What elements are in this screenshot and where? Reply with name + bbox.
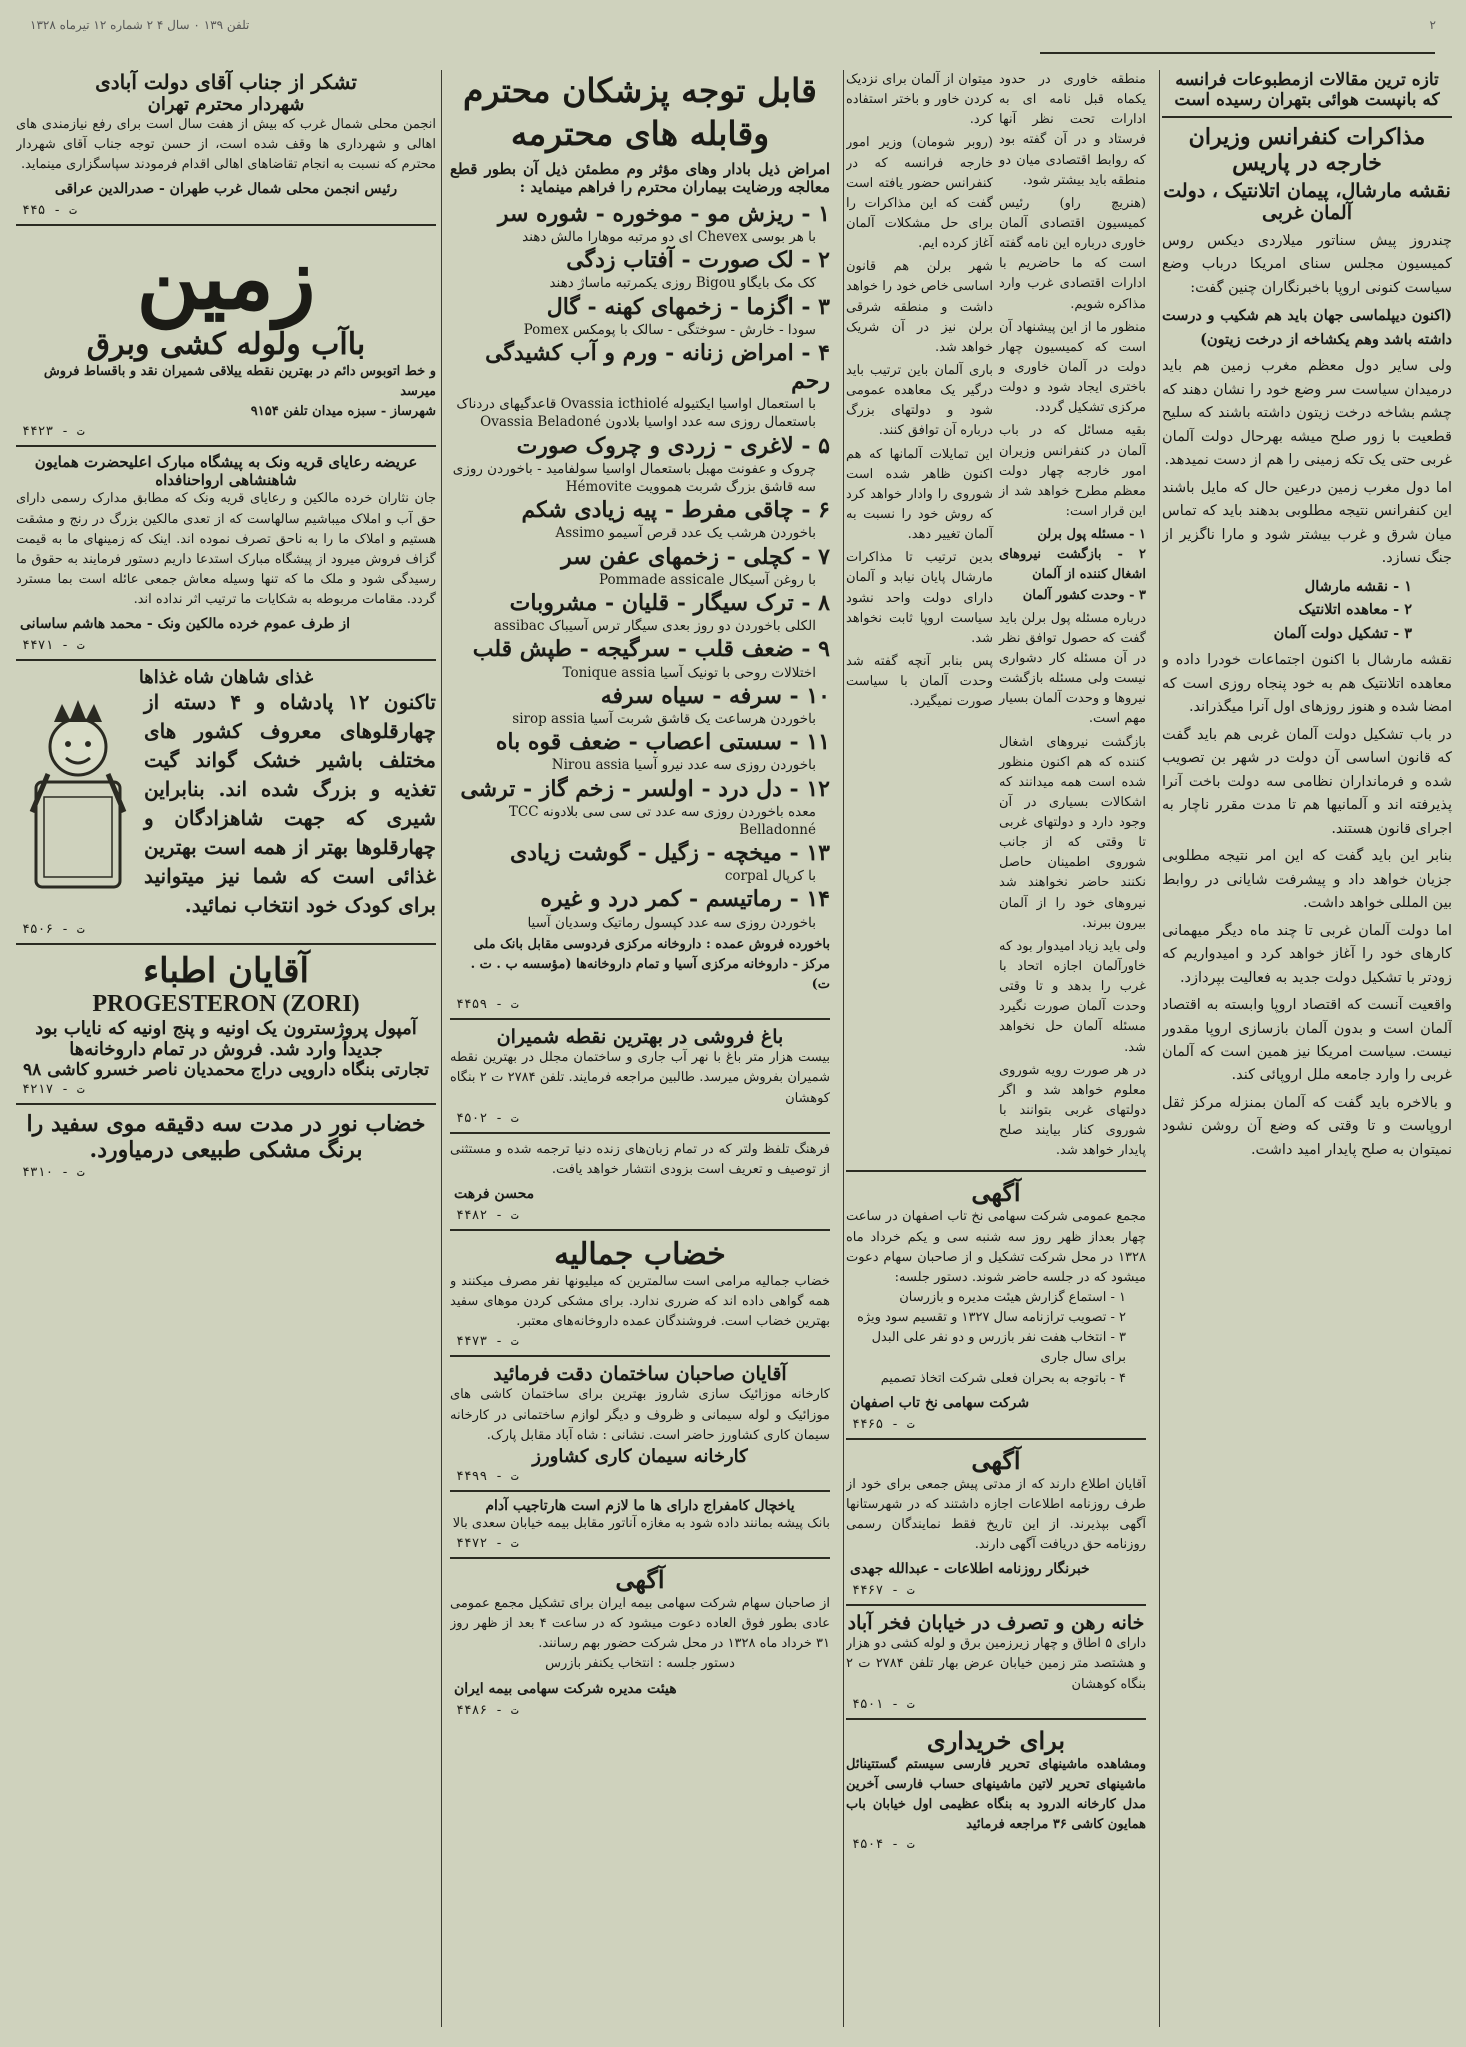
divider bbox=[450, 1490, 830, 1492]
list-item: ١ - نقشه مارشال bbox=[1304, 577, 1412, 595]
ad-reference: ۴۵۰۲ - ت bbox=[456, 1110, 519, 1126]
remedy-item bbox=[450, 775, 830, 840]
remedy-head: ١٢ - دل درد - اولسر - زخم گاز - ترشی bbox=[460, 775, 830, 802]
ad-title: غذای شاهان شاه غذاها bbox=[138, 667, 314, 689]
ad-title: خانه رهن و تصرف در خیابان فخر آباد bbox=[847, 1612, 1145, 1635]
ad-text: مجمع عمومی شرکت سهامی نخ تاب اصفهان در ساعت چهار بعداز ظهر روز سه شنبه سی و یکم خرداد ماه ۱۳۲۸ در محل شرکت تشکیل و از صاحبان سهام دعوت میشود که در جلسه حاضر شوند. دستور جلسه: bbox=[846, 1209, 1146, 1285]
ad-text: ومشاهده ماشینهای تحریر فارسی سیستم گستتینائل ماشینهای تحریر لاتین ماشینهای حساب فارسی آخرین مدل کارخانه الدرود به بنگاه عظیمی اول خیابان باب همایون کاشی ۳۶ مراجعه فرمائید bbox=[846, 1756, 1146, 1833]
remedy-item bbox=[450, 246, 830, 292]
ad-text: بانک پیشه بمانند داده شود به مغازه آناتور مقابل بیمه خیابان سعدی بالا bbox=[452, 1515, 830, 1531]
remedy-sub: الکلی باخوردن دو روز بعدی سیگار ترس آسیباک assibac bbox=[493, 618, 816, 635]
header-strip bbox=[30, 18, 1436, 32]
ad-reference: ۴۴۶۵ - ت bbox=[852, 1416, 915, 1432]
paragraph: در باب تشکیل دولت آلمان غربی هم باید گفت که قانون اساسی آن دولت در شهر بن تصویب شده و فرمانداران نظامی سه دولت باخت آنرا پذیرفته اند و آلمانیها هم تا مدت مقرر ناچار به اجرای قانون هستند. bbox=[1162, 726, 1452, 837]
ad-reference: ۴۴۷۱ - ت bbox=[22, 638, 85, 654]
page-number: ۲ bbox=[1429, 18, 1436, 32]
agenda-item: ٢ - تصویب ترازنامه سال ۱۳۲۷ و تقسیم سود ویژه bbox=[857, 1310, 1126, 1326]
milk-tin-king-icon bbox=[18, 692, 138, 892]
headline: مذاکرات کنفرانس وزیران خارجه در پاریس bbox=[1188, 124, 1426, 176]
remedy-head: ١٣ - میخچه - زگیل - گوشت زیادی bbox=[509, 840, 830, 867]
remedy-item bbox=[450, 589, 830, 635]
ad-text: آمپول پروژسترون یک اونیه و پنج اونیه که نایاب بود جدیداً وارد شد. فروش در تمام داروخانه‌ها bbox=[35, 1018, 417, 1061]
ad-text: تاکنون ١٢ پادشاه و ۴ دسته از چهارقلوهای معروف کشور های مختلف باشیر خشک گواند گیت تغذیه و بزرگ شده اند. بنابراین شیری که جهت شاهزادگان و چهارقلوها بهتر از همه است بهترین غذائی است که شما نیز میتوانید برای کودک خود انتخاب نمائید. bbox=[144, 690, 436, 918]
paragraph: ١ - مسئله پول برلن bbox=[1037, 527, 1146, 543]
divider bbox=[16, 1103, 436, 1105]
remedy-sub: با روغن آسیکال Pommade assicale bbox=[598, 571, 816, 588]
ad-signature: محسن فرهت bbox=[454, 1185, 535, 1202]
paragraph: باری آلمان باین ترتیب باید درگیر یک معاهده عمومی شود و دولتهای بزرگ درباره آن توافق کنند. bbox=[846, 362, 993, 439]
remedy-head: ۶ - چاقی مفرط - پیه زیادی شکم bbox=[521, 497, 830, 524]
article-body bbox=[1162, 230, 1452, 1162]
paragraph: ولی سایر دول معظم مغرب زمین هم باید درمیدان سیاست سر وضع خود را نشان دهند که چشم بشاخه درخت زیتون داشته باشند که سلیح قطعیت با زور صلح میشه بهرحال دولت آلمان غربی حتی یک تکه زمینی را هم از دست نمیدهد. bbox=[1162, 358, 1452, 469]
article-subcolumn bbox=[846, 70, 993, 1164]
divider bbox=[846, 1170, 1146, 1172]
subheadline: نقشه مارشال، پیمان اتلانتیک ، دولت آلمان غربی bbox=[1163, 180, 1451, 224]
agenda-item: ۴ - باتوجه به بحران فعلی شرکت اتخاذ تصمیم bbox=[880, 1370, 1126, 1386]
ad-title: آقایان اطباء bbox=[143, 951, 309, 992]
remedy-item bbox=[450, 496, 830, 542]
remedy-sub: معده باخوردن روزی سه عدد تی سی سی بلادونه TCC Belladonné bbox=[508, 803, 816, 838]
remedy-head: ١٠ - سرفه - سیاه سرفه bbox=[600, 682, 830, 709]
ad-text: کارخانه موزائیک سازی شاروز بهترین برای ساختمان کاشی های موزائیک و لوله سیمانی و ظروف و دیگر لوازم ساختمانی در کارخانه سیمان کاری کشاورز حاضر است. نشانی : شاه آباد مقابل پارک. bbox=[450, 1387, 830, 1443]
remedy-list bbox=[450, 200, 830, 932]
petition-signature: از طرف عموم خرده مالکین ونک - محمد هاشم ساسانی bbox=[20, 616, 351, 633]
column-medical-ads bbox=[450, 70, 830, 2027]
ad-title: آگهی bbox=[971, 1445, 1021, 1475]
ad-reference: ۴۴۲۳ - ت bbox=[22, 424, 85, 440]
column-news bbox=[1162, 70, 1452, 2027]
remedy-sub: باخوردن هرساعت یک قاشق شربت آسیا sirop assia bbox=[512, 710, 816, 727]
issue-info: تلفن ١٣٩ ۰ سال ۴ ۲ شماره ۱۲ تیرماه ۱۳۲۸ bbox=[30, 18, 250, 32]
list-item: ٢ - معاهده اتلانتیک bbox=[1298, 601, 1412, 619]
remedy-item bbox=[450, 543, 830, 589]
paragraph: پس بنابر آنچه گفته شد وحدت آلمان با سیاست صورت نمیگیرد. bbox=[846, 653, 993, 710]
ad-reference: ۴۴۹۹ - ت bbox=[456, 1468, 519, 1484]
divider bbox=[450, 1132, 830, 1134]
remedy-head: ١١ - سستی اعصاب - ضعف قوه باه bbox=[495, 729, 830, 756]
ad-headline: قابل توجه پزشکان محترم bbox=[463, 71, 817, 110]
paragraph: بدین ترتیب تا مذاکرات مارشال پایان نیابد و آلمان دارای دولت واحد نشود سیاست اروپا ثابت نخواهد شد. bbox=[846, 550, 993, 646]
petition-text: جان نثاران خرده مالکین و رعایای قریه ونک که مطابق مدارک رسمی دارای حق آب و املاک میباشیم سالهاست که از تعدی مالکین بزرگ در رنج و مشقت هستیم و املاک ما را به ناحق تصرف نموده اند. اینک که زمینهای ما به قیمت گزاف فروش میرود از پیشگاه مبارک استدعا داریم دستور فرمایند به حقوق ما رسیدگی شود و ملک ما که تنها وسیله معاش جمعی عائله است بما مسترد گردد. مقامات مربوطه به شکایات ما ترتیب اثر نداده اند. bbox=[16, 491, 436, 608]
list-item: ٣ - تشکیل دولت آلمان bbox=[1273, 624, 1412, 642]
remedy-head: ١ - ریزش مو - موخوره - شوره سر bbox=[497, 200, 830, 227]
paragraph: اما دولت آلمان غربی تا چند ماه دیگر میهمانی کارهای خود را آغاز خواهد کرد و امیدواریم که زودتر با تشکیل دولت جدید به فعالیت بپردازد. bbox=[1162, 922, 1452, 986]
ad-title: تشکر از جناب آقای دولت آبادی bbox=[95, 70, 357, 94]
paragraph: (روبر شومان) وزیر امور خارجه فرانسه که در کنفرانس حضور یافته است گفت که این مذاکرات را برای حل مشکلات آلمان آغاز کرده ایم. bbox=[846, 135, 993, 252]
remedy-item bbox=[450, 293, 830, 339]
land-subheadline: باآب ولوله کشی وبرق bbox=[86, 327, 366, 363]
ad-headline: وقابله های محترمه bbox=[510, 113, 770, 153]
article-subcolumn bbox=[999, 70, 1146, 1164]
ad-reference: ۴۴۸۶ - ت bbox=[456, 1702, 519, 1718]
petition-title: عریضه رعایای قریه ونک به پیشگاه مبارک اعلیحضرت همایون شاهنشاهی ارواحنافداه bbox=[34, 453, 418, 490]
divider bbox=[16, 224, 436, 226]
ad-reference: ۴۴۷۳ - ت bbox=[456, 1334, 519, 1350]
remedy-item bbox=[450, 339, 830, 432]
ad-title: آگهی bbox=[971, 1178, 1021, 1208]
paragraph: واقعیت آنست که اقتصاد اروپا وابسته به اقتصاد آلمان است و بدون آلمان بازسازی اروپا مقدور نیست. سیاست امریکا نیز همین است که آلمان غربی را وارد جامعه ملل اروپائی کند. bbox=[1162, 997, 1452, 1084]
paragraph: (هنریچ راو) رئیس کمیسیون اقتصادی آلمان خاوری درباره این نامه گفته است که ما حاضریم با ادارات اقتصادی غرب وارد مذاکره شویم. bbox=[999, 195, 1146, 312]
remedy-head: ٨ - ترک سیگار - قلیان - مشروبات bbox=[509, 590, 830, 616]
ad-contact: شهرساز - سبزه میدان تلفن ۹۱۵۴ bbox=[250, 404, 436, 420]
remedy-sub: با کرپال corpal bbox=[724, 868, 816, 885]
paragraph: منطقه خاوری در حدود یکماه قبل نامه ای به ادارات تحت نظر آنها فرستاد و در آن گفته بود که روابط اقتصادی میان دو منطقه باید بیشتر شود. bbox=[999, 72, 1146, 188]
ad-title: باغ فروشی در بهترین نقطه شمیران bbox=[496, 1026, 784, 1049]
topic-list bbox=[1162, 575, 1452, 645]
ad-text: فرهنگ تلفظ ولتر که در تمام زبان‌های زنده دنیا ترجمه شده و مستثنی از توصیف و تعریف است بزودی انتشار خواهد یافت. bbox=[450, 1141, 830, 1177]
agenda-item: ١ - استماع گزارش هیئت مدیره و بازرسان bbox=[899, 1290, 1126, 1306]
ad-title: آقایان صاحبان ساختمان دقت فرمائید bbox=[493, 1363, 787, 1386]
remedy-item bbox=[450, 682, 830, 728]
divider bbox=[16, 943, 436, 945]
column-news-continued bbox=[846, 70, 1146, 2027]
divider bbox=[450, 1355, 830, 1357]
remedy-item bbox=[450, 728, 830, 774]
paragraph: درباره مسئله پول برلن باید گفت که حصول توافق نظر در آن مسئله کار دشواری نیست ولی مسئله بازگشت نیروها و وحدت آلمان بسیار مهم است. bbox=[999, 610, 1146, 727]
distributor: باخورده فروش عمده : داروخانه مرکزی فردوسی مقابل بانک ملی مرکز - داروخانه مرکزی آسیا و تمام داروخانه‌ها (مؤسسه ب . ت . ت) bbox=[470, 936, 830, 993]
ad-text: انجمن محلی شمال غرب که بیش از هفت سال است برای رفع نیازمندی های اهالی و شهرداری ها وقف شده است، از حسن توجه جناب آقای شهردار محترم که نسبت به انجام تقاضاهای اهالی اقدام فرمودند سپاسگزاری مینماید. bbox=[16, 117, 436, 173]
column-divider bbox=[1159, 70, 1160, 2027]
ad-title: آگهی bbox=[615, 1564, 665, 1594]
ad-reference: ۴۴۶۷ - ت bbox=[852, 1583, 915, 1599]
paragraph: ٣ - وحدت کشور آلمان bbox=[1022, 587, 1146, 603]
ad-intro: امراض ذیل بادار وهای مؤثر وم مطمئن ذیل آن بطور قطع معالجه ورضایت بیماران محترم را فراهم مینماید : bbox=[450, 159, 830, 196]
ad-reference: ۴۵۰۶ - ت bbox=[22, 922, 85, 938]
remedy-item bbox=[450, 432, 830, 497]
ad-signature: خبرنگار روزنامه اطلاعات - عبدالله جهدی bbox=[850, 1561, 1090, 1578]
column-divider bbox=[441, 70, 442, 2027]
paragraph: این تمایلات آلمانها که هم اکنون ظاهر شده است شوروی را وادار خواهد کرد که روش خود را نسبت به آلمان تغییر دهد. bbox=[846, 446, 993, 543]
remedy-sub: باخوردن هرشب یک عدد قرص آسیمو Assimo bbox=[555, 525, 816, 542]
remedy-sub: با استعمال اواسیا ایکتیوله Ovassia icthiolé قاعدگیهای دردناک باستعمال روزی سه عدد اواسیا بلادون Ovassia Beladoné bbox=[456, 396, 816, 431]
divider bbox=[16, 659, 436, 661]
paragraph: بنابر این باید گفت که این امر نتیجه مطلوبی جزیان خواهد داد و پیشرفت شایانی در روابط بین المللی خواهد داشت. bbox=[1162, 848, 1452, 912]
ad-subtitle: شهردار محترم تهران bbox=[147, 94, 305, 115]
remedy-head: ٧ - کچلی - زخمهای عفن سر bbox=[561, 543, 830, 570]
paragraph: در هر صورت رویه شوروی معلوم خواهد شد و اگر دولتهای غربی بتوانند با شوروی کنار بیایند صلح پایدار خواهد شد. bbox=[999, 1062, 1146, 1159]
paragraph: ٢ - بازگشت نیروهای اشغال کننده از آلمان bbox=[999, 547, 1146, 583]
divider bbox=[450, 1557, 830, 1559]
ad-signature: شرکت سهامی نخ تاب اصفهان bbox=[850, 1394, 1030, 1411]
remedy-item bbox=[450, 885, 830, 931]
land-headline: زمین bbox=[136, 228, 316, 330]
paragraph: بقیه مسائل که در باب آلمان در کنفرانس وزیران امور خارجه چهار دولت معظم مطرح خواهد شد از این قرار است: bbox=[999, 423, 1146, 519]
ad-reference: ۴۴۵۹ - ت bbox=[456, 997, 519, 1013]
ad-distributor: تجارتی بنگاه دارویی دراج محمدیان ناصر خسرو کاشی ۹۸ bbox=[23, 1060, 429, 1081]
paragraph: نقشه مارشال با اکنون اجتماعات خودرا داده و معاهده اتلانتیک هم به خود پنجاه روزی است که امضا شده و هنوز روزهای اول آنرا میگذراند. bbox=[1162, 652, 1452, 716]
remedy-sub: کک مک بایگاو Bigou روزی یکمرتبه ماساژ دهند bbox=[549, 275, 816, 292]
remedy-head: ٩ - ضعف قلب - سرگیجه - طپش قلب bbox=[472, 636, 830, 663]
paragraph: اما دول مغرب زمین درعین حال که مایل باشند این کنفرانس نتیجه مطلوبی بدهند باید که تماس میان شرق و غرب بیشتر شود و مارا ناگزیر از جنگ نسازد. bbox=[1162, 479, 1452, 567]
ad-reference: ۴۳۱۰ - ت bbox=[22, 1165, 85, 1181]
ad-reference: ۴۴۵ - ت bbox=[22, 203, 77, 219]
box-title-2: که بانپست هوائی بتهران رسیده است bbox=[1174, 90, 1440, 110]
column-ads bbox=[16, 70, 436, 2027]
ad-text: از صاحبان سهام شرکت سهامی بیمه ایران برای تشکیل مجمع عمومی عادی بطور فوق العاده دعوت میشود که در ساعت ۴ بعد از ظهر روز ۳۱ خرداد ماه ۱۳۲۸ در محل شرکت حضور بهم رسانند. bbox=[450, 1595, 830, 1652]
ad-text: بیست هزار متر باغ با نهر آب جاری و ساختمان مجلل در بهترین نقطه شمیران بفروش میرسد. طالبین مراجعه فرمایند. تلفن ۲۷۸۴ ت ۲ بنگاه کوهشان bbox=[450, 1050, 830, 1106]
ad-text: خضاب جمالیه مرامی است سالمترین که میلیونها نفر مصرف میکنند و همه گواهی داده اند که ضرری ندارد. برای مشکی کردن موهای سفید بهترین خضاب است. فروشندگان عمده داروخانه‌های معتبر. bbox=[450, 1273, 830, 1330]
remedy-head: ۵ - لاغری - زردی و چروک صورت bbox=[516, 432, 830, 459]
ad-signature: رئیس انجمن محلی شمال غرب طهران - صدرالدین عراقی bbox=[54, 181, 398, 198]
ad-reference: ۴۵۰۴ - ت bbox=[852, 1837, 915, 1853]
box-title-1: تازه ترین مقالات ازمطبوعات فرانسه bbox=[1175, 70, 1439, 90]
paragraph: شهر برلن هم قانون اساسی خاص خود را خواهد داشت و منطقه شرقی برلن نیز در آن شریک خواهد شد. bbox=[846, 259, 993, 355]
paragraph: میتوان از آلمان برای نزدیک کردن خاور و باختر استفاده کرد. bbox=[846, 72, 993, 128]
ad-text: خضاب نور در مدت سه دقیقه موی سفید را برنگ مشکی طبیعی درمیاورد. bbox=[26, 1111, 426, 1164]
masthead-rule bbox=[1040, 52, 1435, 54]
divider bbox=[450, 1018, 830, 1020]
remedy-sub: باخوردن روزی سه عدد نیرو آسیا Nirou assia bbox=[551, 757, 816, 774]
paragraph: منظور ما از این پیشنهاد آن است که کمیسیون چهار دولت در آلمان خاوری و باختری ایجاد شود و دولت مرکزی تشکیل گردد. bbox=[999, 319, 1146, 416]
divider bbox=[1162, 116, 1452, 118]
divider bbox=[450, 1229, 830, 1231]
divider bbox=[16, 445, 436, 447]
remedy-item bbox=[450, 200, 830, 246]
agenda-item: ٣ - انتخاب هفت نفر بازرس و دو نفر علی البدل برای سال جاری bbox=[871, 1330, 1126, 1366]
paragraph: چندروز پیش سناتور میلاردی دیکس روس کمیسیون مجلس سنای امریکا درباب وضع سیاست کنونی اروپا باخبرنگاران چنین گفت: bbox=[1162, 233, 1452, 296]
divider bbox=[846, 1438, 1146, 1440]
remedy-sub: سودا - خارش - سوختگی - سالک با پومکس Pomex bbox=[523, 321, 816, 338]
remedy-head: ٢ - لک صورت - آفتاب زدگی bbox=[566, 247, 830, 274]
column-divider bbox=[843, 70, 844, 2027]
ad-reference: ۴۴۸۲ - ت bbox=[456, 1207, 519, 1223]
remedy-item bbox=[450, 635, 830, 681]
ad-title: خضاب جمالیه bbox=[554, 1236, 726, 1272]
divider bbox=[846, 1604, 1146, 1606]
product-name: PROGESTERON (ZORI) bbox=[92, 991, 360, 1018]
remedy-sub: با هر بوسی Chevex ای دو مرتبه موهارا مالش دهند bbox=[522, 228, 816, 245]
remedy-sub: باخوردن روزی سه عدد کپسول رماتیک وسدیان آسیا bbox=[527, 914, 816, 931]
remedy-sub: چروک و عفونت مهبل باستعمال اواسیا سولفامید - باخوردن روزی سه قاشق بزرگ شربت هموویت Hémovite bbox=[452, 460, 816, 496]
ad-agenda: دستور جلسه : انتخاب یکنفر بازرس bbox=[545, 1656, 735, 1672]
remedy-head: ٣ - اگزما - زخمهای کهنه - گال bbox=[546, 293, 830, 320]
paragraph: و بالاخره باید گفت که آلمان بمنزله مرکز ثقل اروپاست و تا وقتی که وضع آن روشن نشود نمیتوان به صلح پایدار امید داشت. bbox=[1162, 1094, 1452, 1158]
ad-title: یاخچال کامفراج دارای ها ما لازم است هارتاجیب آدام bbox=[485, 1497, 795, 1514]
remedy-head: ۴ - امراض زنانه - ورم و آب کشیدگی رحم bbox=[485, 339, 830, 395]
ad-reference: ۴۲۱۷ - ت bbox=[22, 1082, 85, 1098]
ad-text: آقایان اطلاع دارند که از مدتی پیش جمعی برای خود از طرف روزنامه اطلاعات اجازه داشتند که در شهرستانها آگهی بپذیرند. از این تاریخ فقط نمایندگان رسمی روزنامه حق دریافت آگهی دارند. bbox=[846, 1476, 1146, 1553]
remedy-head: ١۴ - رماتیسم - کمر درد و غیره bbox=[540, 886, 830, 913]
paragraph: بازگشت نیروهای اشغال کننده که هم اکنون منظور شده است همه میدانند که اشکالات بسیاری در آن وجود دارد و دولتهای غربی تا وقتی که از جانب شوروی اطمینان حاصل نکنند حاضر نخواهند شد نیروهای خود را از آلمان بیرون ببرند. bbox=[999, 734, 1146, 931]
paragraph: (اکنون دیپلماسی جهان باید هم شکیب و درست داشته باشد وهم یکشاخه از درخت زیتون) bbox=[1162, 307, 1452, 348]
ad-agenda bbox=[846, 1288, 1146, 1389]
remedy-item bbox=[450, 839, 830, 885]
ad-reference: ۴۵۰۱ - ت bbox=[852, 1696, 915, 1712]
ad-title: برای خریداری bbox=[926, 1725, 1066, 1755]
paragraph: ولی باید زیاد امیدوار بود که خاورآلمان اجازه اتحاد با غرب را بدهد و تا وقتی وحدت آلمان صورت نگیرد مسئله آلمان حل نخواهد شد. bbox=[999, 938, 1146, 1055]
ad-text: دارای ۵ اطاق و چهار زیرزمین برق و لوله کشی دو هزار و هشتصد متر زمین خیابان عرض بهار تلفن ۲۷۸۴ ت ۲ بنگاه کوهشان bbox=[846, 1636, 1146, 1692]
ad-signature: کارخانه سیمان کاری کشاورز bbox=[532, 1445, 748, 1467]
remedy-sub: اختلالات روحی با تونیک آسیا Tonique assia bbox=[562, 664, 816, 681]
divider bbox=[846, 1718, 1146, 1720]
ad-reference: ۴۴۷۲ - ت bbox=[456, 1535, 519, 1551]
ad-text: و خط اتوبوس دائم در بهترین نقطه ییلاقی شمیران نقد و باقساط فروش میرسد bbox=[43, 364, 436, 400]
ad-signature: هیئت مدیره شرکت سهامی بیمه ایران bbox=[454, 1680, 677, 1697]
